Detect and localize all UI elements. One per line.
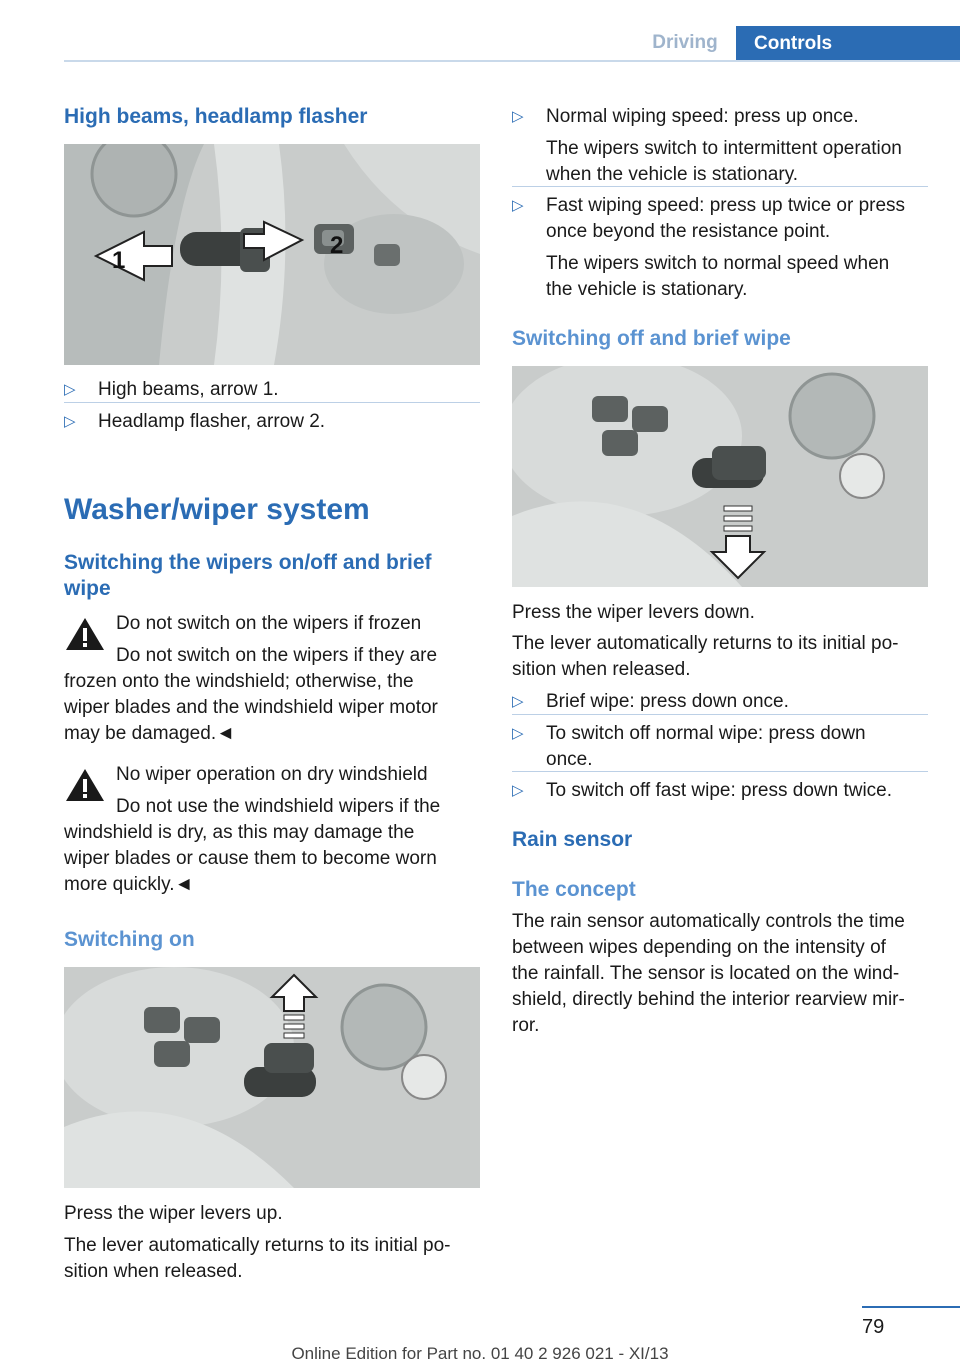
footer-rule bbox=[862, 1306, 960, 1308]
bullet-triangle-icon: ▷ bbox=[512, 693, 524, 710]
bullet-text-line: once. bbox=[546, 749, 593, 770]
warning-text-line: may be damaged.◄ bbox=[64, 723, 235, 744]
bullet-triangle-icon: ▷ bbox=[512, 197, 524, 214]
heading-washer-wiper: Washer/wiper system bbox=[64, 493, 370, 526]
concept-text-line: shield, directly behind the interior rearview mir- bbox=[512, 989, 905, 1010]
warning-text-line: Do not switch on the wipers if they are bbox=[116, 645, 438, 666]
heading-switching-on: Switching on bbox=[64, 928, 195, 951]
warning-text-line: frozen onto the windshield; otherwise, the bbox=[64, 671, 414, 692]
lever-return-text: sition when released. bbox=[512, 659, 691, 680]
bullet-triangle-icon: ▷ bbox=[512, 108, 524, 125]
warning-text-line: Do not use the windshield wipers if the bbox=[116, 796, 441, 817]
heading-switching-off: Switching off and brief wipe bbox=[512, 327, 791, 350]
heading-high-beams: High beams, headlamp flasher bbox=[64, 105, 368, 128]
header-rule bbox=[64, 60, 960, 62]
bullet-triangle-icon: ▷ bbox=[64, 413, 76, 430]
heading-rain-sensor: Rain sensor bbox=[512, 828, 633, 851]
warning-icon bbox=[64, 767, 106, 803]
lever-return-text: sition when released. bbox=[64, 1261, 243, 1282]
arrow-label-2: 2 bbox=[330, 232, 344, 259]
bullet-divider bbox=[512, 714, 928, 715]
bullet-triangle-icon: ▷ bbox=[512, 725, 524, 742]
lever-return-text: The lever automatically returns to its initial po- bbox=[64, 1235, 451, 1256]
lever-return-text: The lever automatically returns to its initial po- bbox=[512, 633, 899, 654]
warning-text-line: wiper blades or cause them to become worn bbox=[64, 848, 437, 869]
wiper-lever-up-illustration bbox=[64, 967, 480, 1188]
bullet-subtext: The wipers switch to normal speed when bbox=[546, 253, 890, 274]
heading-the-concept: The concept bbox=[512, 878, 636, 901]
warning-title-dry: No wiper operation on dry windshield bbox=[116, 764, 428, 785]
wiper-lever-down-illustration bbox=[512, 366, 928, 587]
instruction-press-down: Press the wiper levers down. bbox=[512, 602, 755, 623]
bullet-divider bbox=[512, 771, 928, 772]
edition-footer: Online Edition for Part no. 01 40 2 926 021 - XI/13 bbox=[291, 1344, 669, 1362]
concept-text-line: The rain sensor automatically controls the time bbox=[512, 911, 905, 932]
heading-switching-wipers: Switching the wipers on/off and brief wipe bbox=[64, 551, 432, 600]
bullet-triangle-icon: ▷ bbox=[64, 381, 76, 398]
bullet-subtext: The wipers switch to intermittent operation bbox=[546, 138, 902, 159]
concept-text-line: ror. bbox=[512, 1015, 540, 1036]
bullet-triangle-icon: ▷ bbox=[512, 782, 524, 799]
concept-text-line: the rainfall. The sensor is located on the wind- bbox=[512, 963, 900, 984]
high-beams-illustration bbox=[64, 144, 480, 365]
instruction-press-up: Press the wiper levers up. bbox=[64, 1203, 283, 1224]
section-tab-driving: Driving bbox=[652, 32, 718, 53]
warning-icon bbox=[64, 616, 106, 652]
arrow-label-1: 1 bbox=[112, 247, 126, 274]
warning-text-line: more quickly.◄ bbox=[64, 874, 194, 895]
warning-text-line: wiper blades and the windshield wiper motor bbox=[64, 697, 438, 718]
bullet-subtext: when the vehicle is stationary. bbox=[546, 164, 799, 185]
chapter-tab-controls: Controls bbox=[736, 26, 960, 62]
bullet-text-line: once beyond the resistance point. bbox=[546, 221, 831, 242]
bullet-divider bbox=[64, 402, 480, 403]
warning-title-frozen: Do not switch on the wipers if frozen bbox=[116, 613, 422, 634]
bullet-divider bbox=[512, 186, 928, 187]
concept-text-line: between wipes depending on the intensity of bbox=[512, 937, 886, 958]
page-number: 79 bbox=[862, 1316, 885, 1338]
warning-text-line: windshield is dry, as this may damage the bbox=[64, 822, 415, 843]
bullet-subtext: the vehicle is stationary. bbox=[546, 279, 748, 300]
